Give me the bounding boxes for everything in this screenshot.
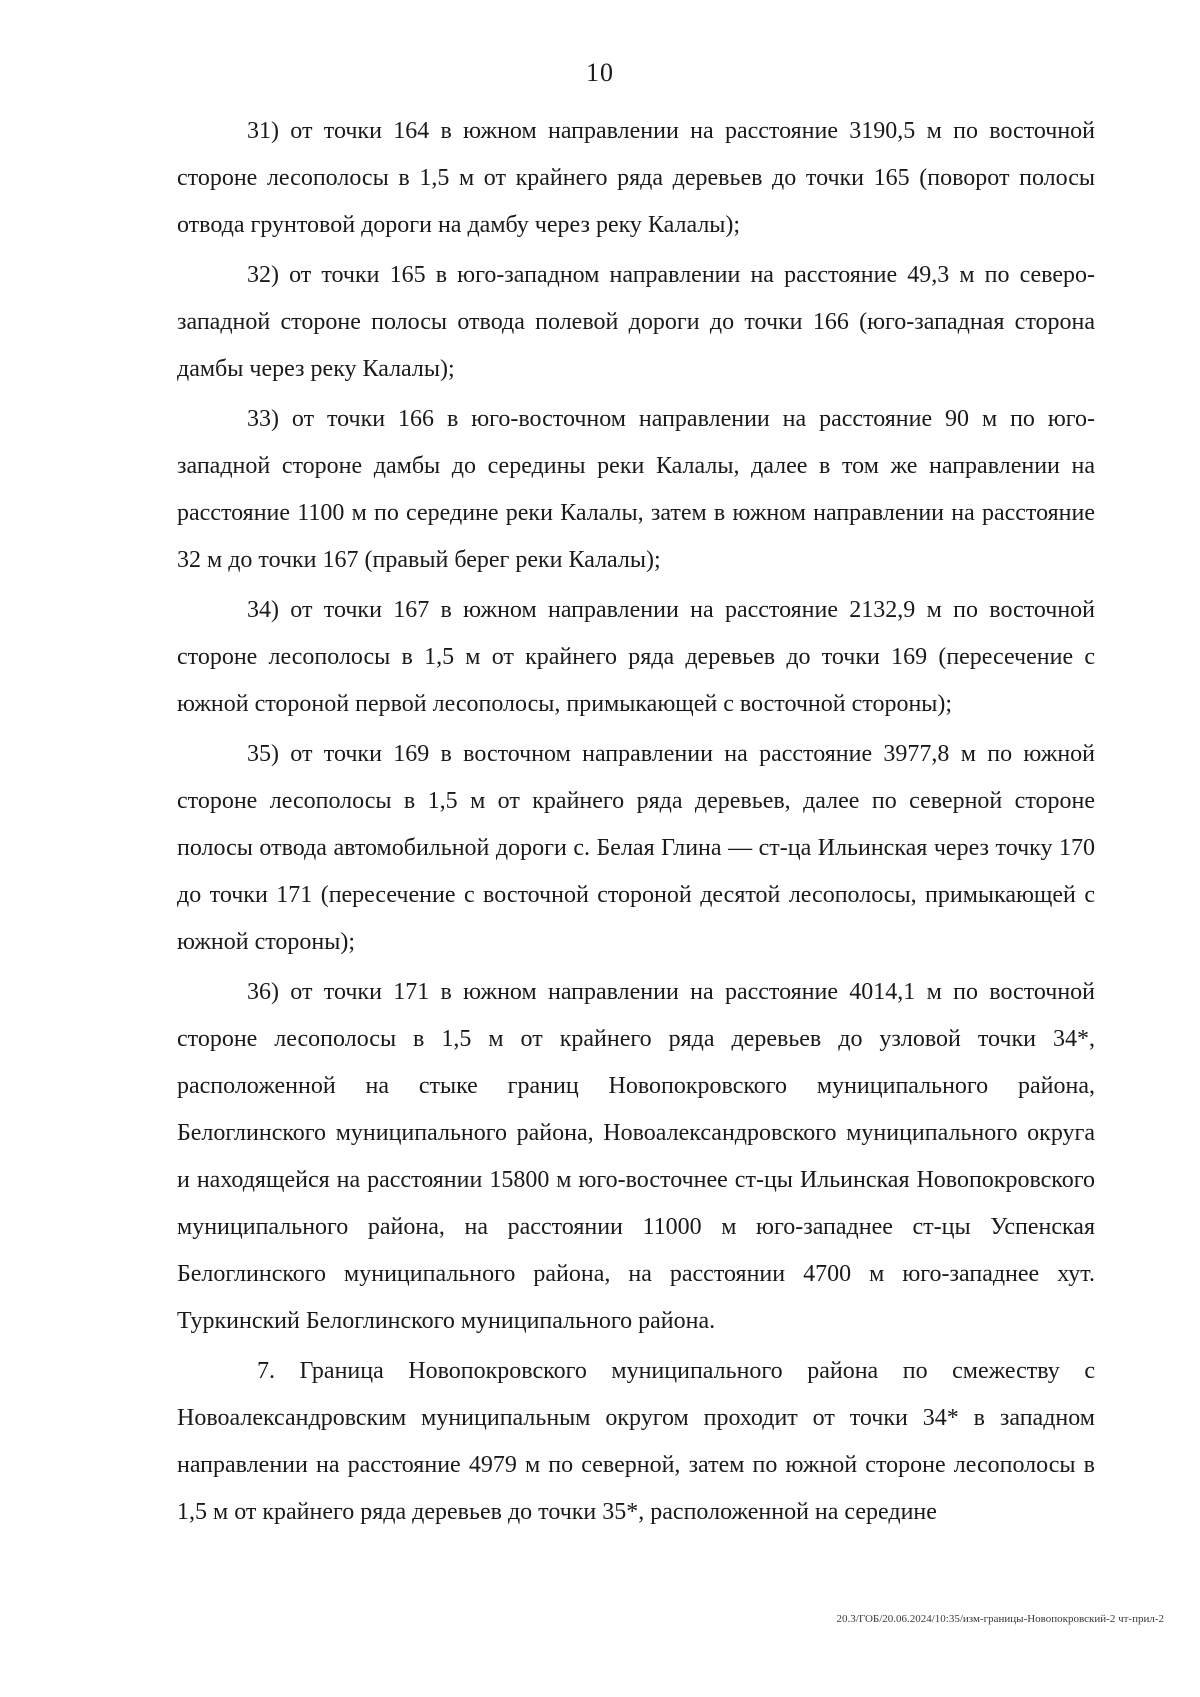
document-footer-code: 20.3/ГОБ/20.06.2024/10:35/изм-границы-Новопокровский-2 чт-прил-2 [836, 1613, 1164, 1625]
paragraph-item-34: 34) от точки 167 в южном направлении на расстояние 2132,9 м по восточной стороне лесополосы в 1,5 м от крайнего ряда деревьев до точки 169 (пересечение с южной стороной первой лесополосы, примыкающей с восточной стороны); [177, 597, 1095, 717]
paragraph-section-7: 7. Граница Новопокровского муниципального района по смежеству с Новоалександровским муниципальным округом проходит от точки 34* в западном направлении на расстояние 4979 м по северной, затем по южной стороне лесополосы в 1,5 м от крайнего ряда деревьев до точки 35*, расположенной на середине [177, 1358, 1095, 1525]
paragraph-item-35: 35) от точки 169 в восточном направлении на расстояние 3977,8 м по южной стороне лесополосы в 1,5 м от крайнего ряда деревьев, далее по северной стороне полосы отвода автомобильной дороги с. Белая Глина — ст-ца Ильинская через точку 170 до точки 171 (пересечение с восточной стороной десятой лесополосы, примыкающей с южной стороны); [177, 741, 1095, 955]
paragraph-item-36: 36) от точки 171 в южном направлении на расстояние 4014,1 м по восточной стороне лесополосы в 1,5 м от крайнего ряда деревьев до узловой точки 34*, расположенной на стыке границ Новопокровского муниципального района, Белоглинского муниципального района, Новоалександровского муниципального округа и находящейся на расстоянии 15800 м юго-восточнее ст-цы Ильинская Новопокровского муниципального района, на расстоянии 11000 м юго-западнее ст-цы Успенская Белоглинского муниципального района, на расстоянии 4700 м юго-западнее хут. Туркинский Белоглинского муниципального района. [177, 979, 1095, 1334]
paragraph-item-31: 31) от точки 164 в южном направлении на расстояние 3190,5 м по восточной стороне лесополосы в 1,5 м от крайнего ряда деревьев до точки 165 (поворот полосы отвода грунтовой дороги на дамбу через реку Калалы); [177, 118, 1095, 238]
document-body [177, 108, 1095, 1539]
page-number: 10 [586, 58, 614, 87]
paragraph-item-33: 33) от точки 166 в юго-восточном направлении на расстояние 90 м по юго-западной стороне дамбы до середины реки Калалы, далее в том же направлении на расстояние 1100 м по середине реки Калалы, затем в южном направлении на расстояние 32 м до точки 167 (правый берег реки Калалы); [177, 406, 1095, 573]
paragraph-item-32: 32) от точки 165 в юго-западном направлении на расстояние 49,3 м по северо-западной стороне полосы отвода полевой дороги до точки 166 (юго-западная сторона дамбы через реку Калалы); [177, 262, 1095, 382]
